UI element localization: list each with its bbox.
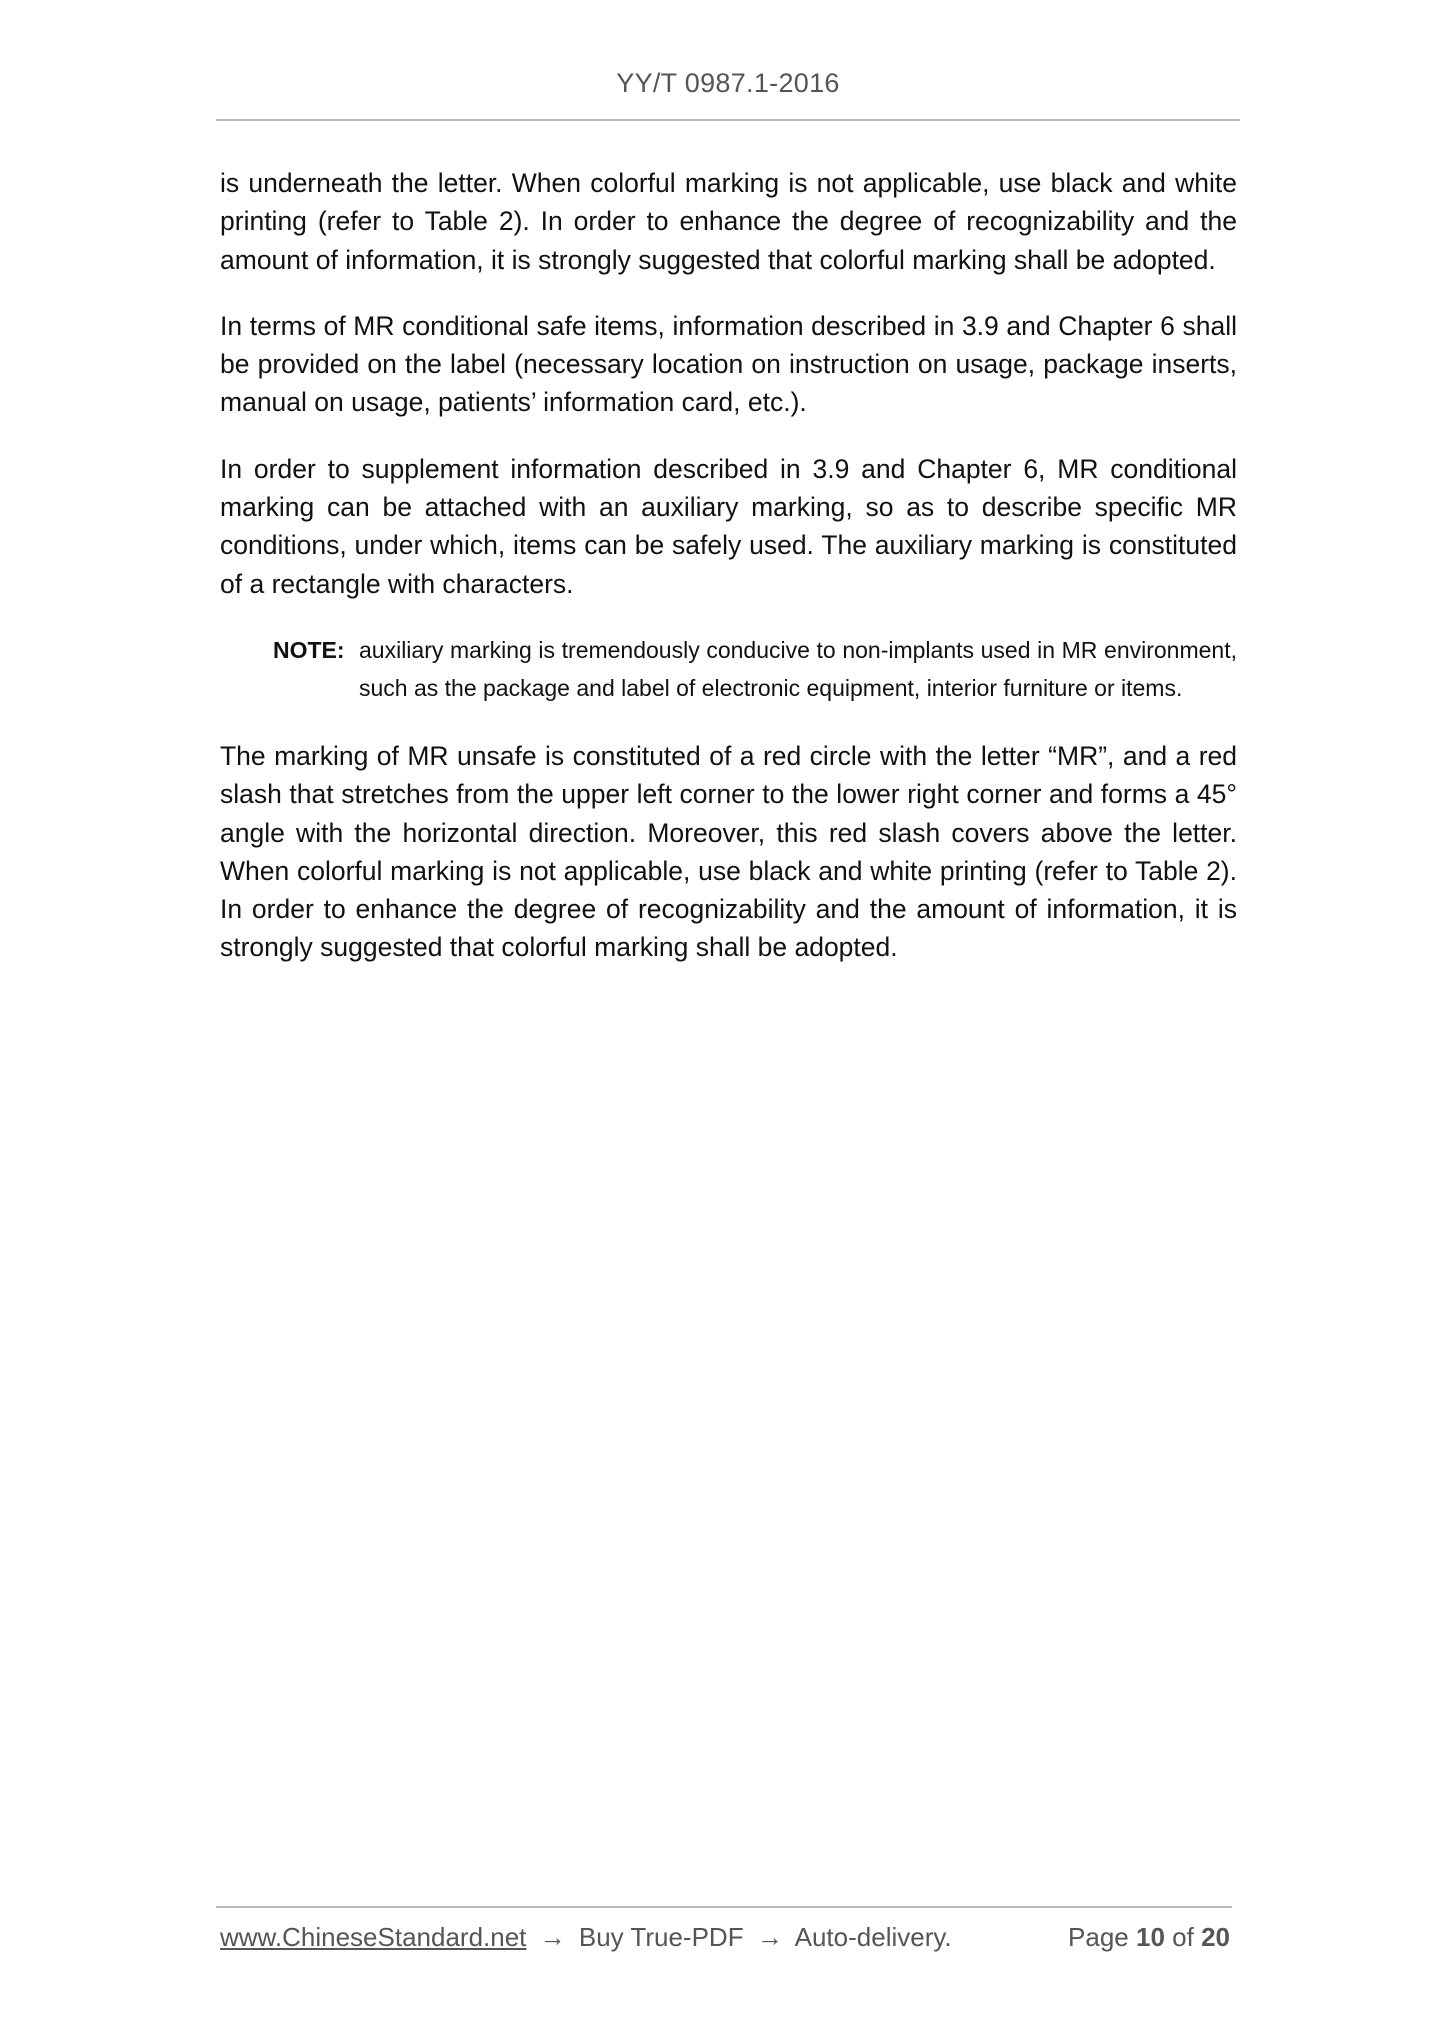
page-current: 10 — [1136, 1922, 1165, 1952]
website-link[interactable]: www.ChineseStandard.net — [220, 1922, 527, 1952]
header-divider — [216, 119, 1240, 121]
page-footer — [220, 1922, 1230, 1962]
page-indicator — [1068, 1922, 1230, 1953]
body-paragraph-2: In terms of MR conditional safe items, information described in 3.9 and Chapter 6 shall be provided on the label (necessary location on instruction on usage, package inserts, manual on usage, patients’ information card, etc.). — [220, 310, 1237, 418]
body-paragraph-4: The marking of MR unsafe is constituted of a red circle with the letter “MR”, and a red slash that stretches from the upper left corner to the lower right corner and forms a 45° angle with the horizontal direction. Moreover, this red slash covers above the letter. When colorful marking is not applicable, use black and white printing (refer to Table 2). In order to enhance the degree of recognizability and the amount of information, it is strongly suggested that colorful marking shall be adopted. — [220, 740, 1237, 963]
arrow-right-icon: → — [539, 1922, 566, 1952]
buy-true-pdf-text: Buy True-PDF — [578, 1922, 744, 1952]
arrow-right-icon: → — [756, 1922, 783, 1952]
note-text: auxiliary marking is tremendously conducive to non-implants used in MR environment, such as the package and label of electronic equipment, interior furniture or items. — [359, 636, 1237, 701]
body-paragraph-3: In order to supplement information described in 3.9 and Chapter 6, MR conditional marking can be attached with an auxiliary marking, so as to describe specific MR conditions, under which, items can be safely used. The auxiliary marking is constituted of a rectangle with characters. — [220, 453, 1237, 599]
note-block — [273, 631, 1237, 707]
footer-promo — [220, 1922, 952, 1953]
of-word: of — [1172, 1922, 1194, 1952]
page-word: Page — [1068, 1922, 1129, 1952]
document-body — [220, 164, 1237, 995]
footer-divider — [216, 1906, 1232, 1908]
auto-delivery-text: Auto-delivery. — [794, 1922, 952, 1952]
running-header: YY/T 0987.1-2016 — [616, 68, 840, 98]
body-paragraph-1: is underneath the letter. When colorful marking is not applicable, use black and white printing (refer to Table 2). In order to enhance the degree of recognizability and the amount of information, it is strongly suggested that colorful marking shall be adopted. — [220, 168, 1237, 275]
note-label: NOTE: — [273, 636, 345, 663]
page-total: 20 — [1201, 1922, 1230, 1952]
